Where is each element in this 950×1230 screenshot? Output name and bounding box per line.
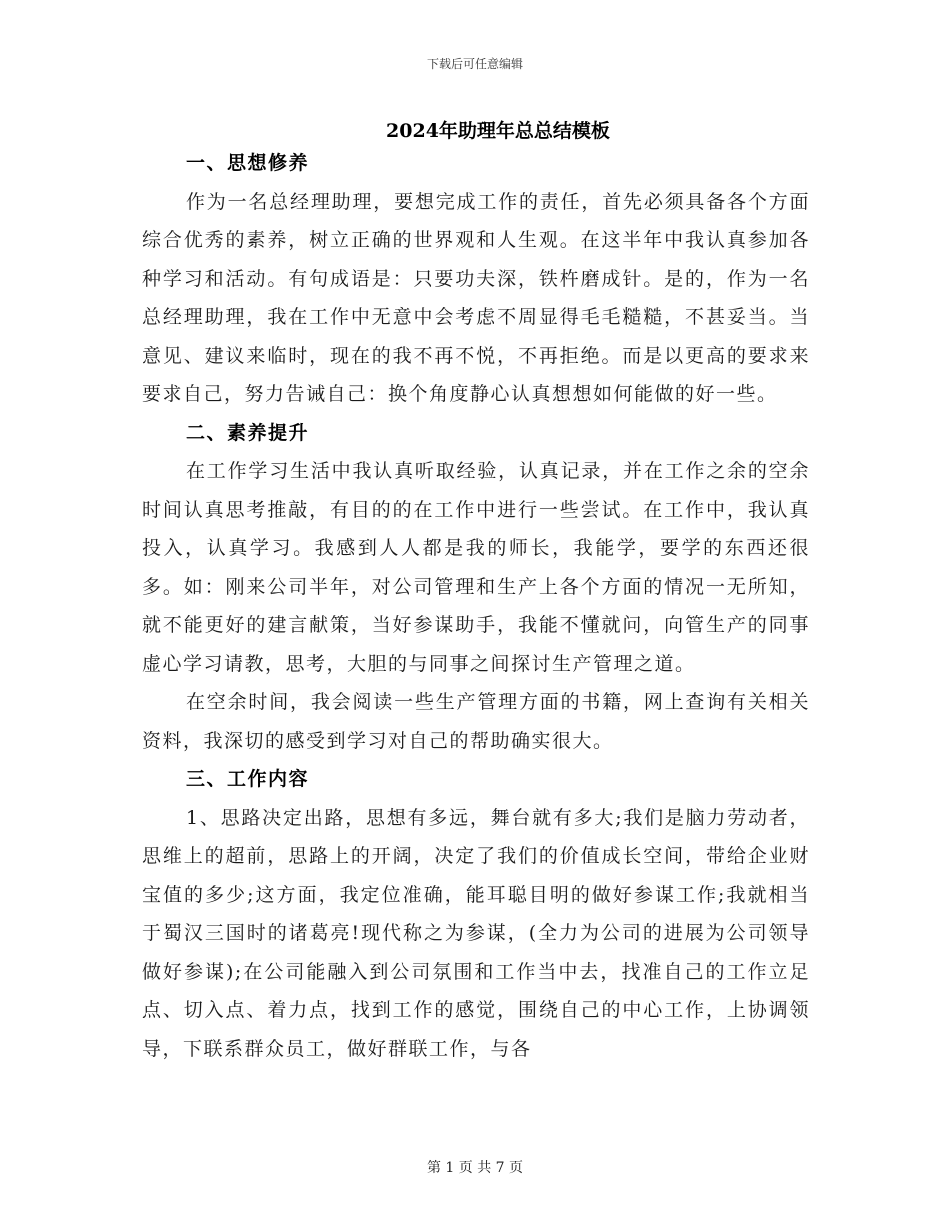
paragraph: 在空余时间，我会阅读一些生产管理方面的书籍，网上查询有关相关资料，我深切的感受到学习对自己的帮助确实很大。: [142, 691, 810, 752]
paragraph: 1、思路决定出路，思想有多远，舞台就有多大;我们是脑力劳动者，思维上的超前，思路上的开阔，决定了我们的价值成长空间，带给企业财宝值的多少;这方面，我定位准确，能耳聪目明的做好参谋工作;我就相当于蜀汉三国时的诸葛亮!现代称之为参谋，(全力为公司的进展为公司领导做好参谋);在公司能融入到公司氛围和工作当中去，找准自己的工作立足点、切入点、着力点，找到工作的感觉，围绕自己的中心工作，上协调领导，下联系群众员工，做好群联工作，与各: [142, 806, 810, 1060]
paragraph: 作为一名总经理助理，要想完成工作的责任，首先必须具备各个方面综合优秀的素养，树立正确的世界观和人生观。在这半年中我认真参加各种学习和活动。有句成语是：只要功夫深，铁杵磨成针。是的，作为一名总经理助理，我在工作中无意中会考虑不周显得毛毛糙糙，不甚妥当。当意见、建议来临时，现在的我不再不悦，不再拒绝。而是以更高的要求来要求自己，努力告诫自己：换个角度静心认真想想如何能做的好一些。: [142, 190, 810, 405]
section-heading-work: 三、工作内容: [186, 768, 310, 790]
page-number-footer: 第 1 页 共 7 页: [426, 1160, 524, 1176]
section-heading-quality: 二、素养提升: [186, 421, 310, 444]
paragraph: 在工作学习生活中我认真听取经验，认真记录，并在工作之余的空余时间认真思考推敲，有目的的在工作中进行一些尝试。在工作中，我认真投入，认真学习。我感到人人都是我的师长，我能学，要学的东西还很多。如：刚来公司半年，对公司管理和生产上各个方面的情况一无所知，就不能更好的建言献策，当好参谋助手，我能不懂就问，向管生产的同事虚心学习请教，思考，大胆的与同事之间探讨生产管理之道。: [142, 460, 810, 675]
section-heading-thought: 一、思想修养: [186, 152, 310, 174]
document-title: 2024年助理年总总结模板: [386, 120, 610, 142]
document-body: [142, 144, 810, 1068]
page-header-note: 下载后可任意编辑: [426, 57, 523, 71]
